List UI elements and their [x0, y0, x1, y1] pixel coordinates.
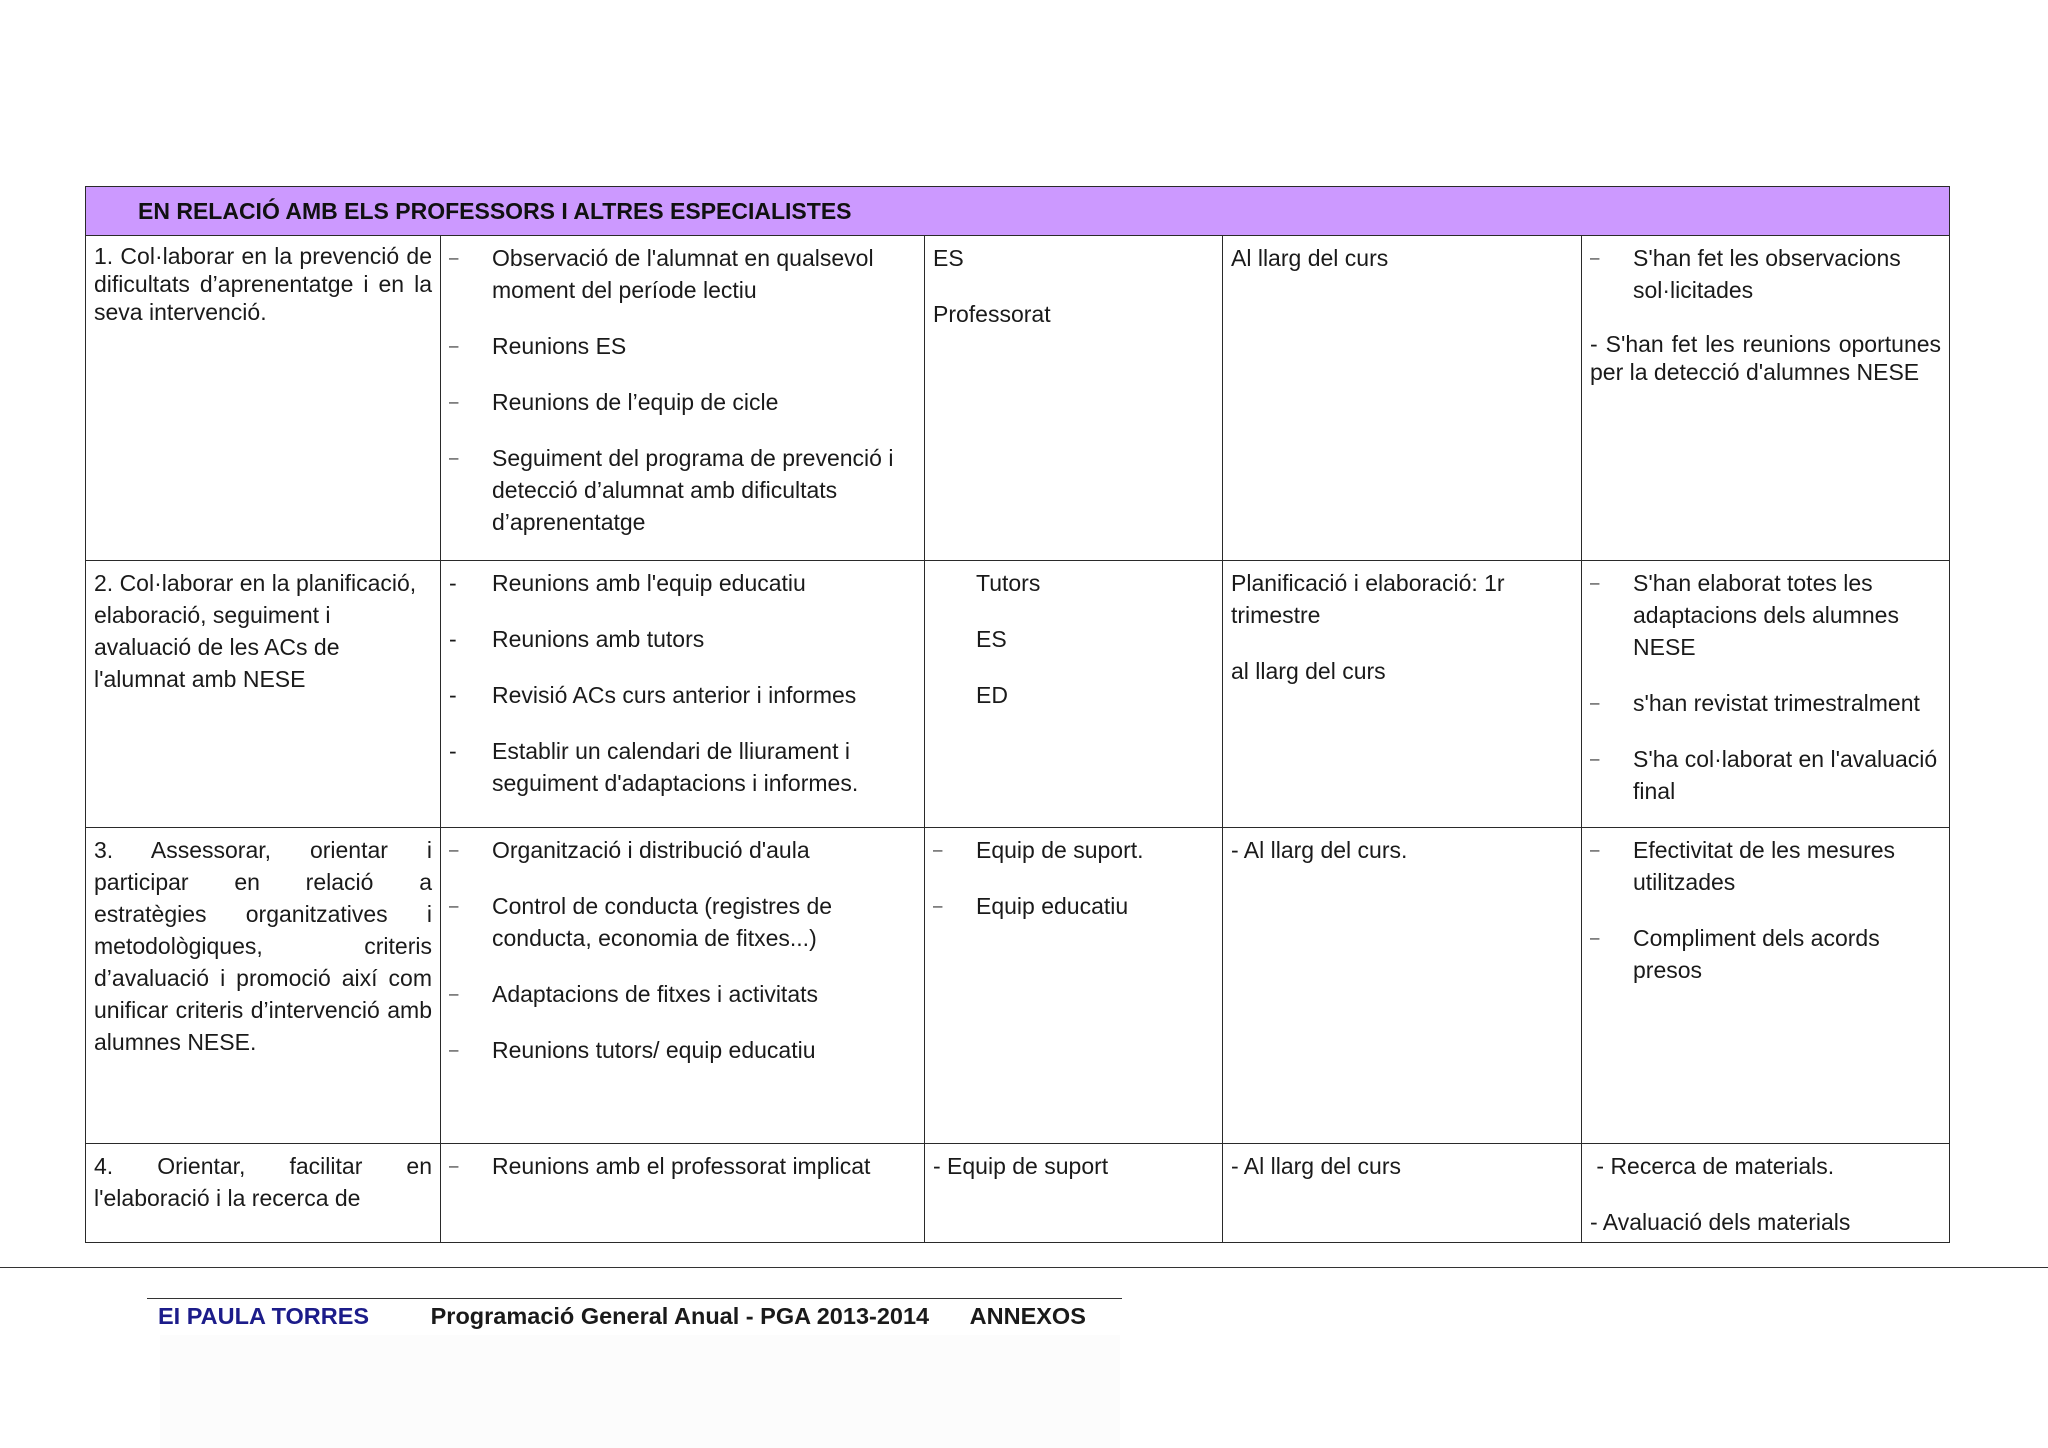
- table-row: [86, 828, 1950, 1144]
- list-item: - Reunions amb l'equip educatiu: [449, 567, 916, 599]
- dash-marker: -: [449, 570, 457, 596]
- timing-cell: [1223, 828, 1582, 1144]
- list-item: – Reunions amb el professorat implicat: [449, 1150, 916, 1182]
- table-row: [86, 561, 1950, 828]
- evaluation-cell: [1582, 828, 1950, 1144]
- footer-background: [160, 1335, 1120, 1448]
- objective-text: 1. Col·laborar en la prevenció de dificultats d’aprenentatge i en la seva intervenció.: [94, 243, 432, 325]
- timing-item: al llarg del curs: [1231, 658, 1386, 684]
- dash-marker: –: [449, 392, 459, 411]
- table-header-row: [86, 187, 1950, 236]
- dash-marker: –: [1590, 840, 1600, 859]
- dash-marker: –: [449, 248, 459, 267]
- evaluation-cell: [1582, 1144, 1950, 1243]
- footer-school-name: EI PAULA TORRES: [158, 1303, 370, 1329]
- evaluation-cell: [1582, 561, 1950, 828]
- dash-marker: –: [1590, 693, 1600, 712]
- objective-text: 2. Col·laborar en la planificació, elaboració, seguiment i avaluació de les ACs de l'alumnat amb NESE: [94, 570, 417, 692]
- responsible-item: Professorat: [933, 301, 1051, 327]
- list-item: – S'han fet les observacions sol·licitades: [1590, 242, 1941, 306]
- list-item: – Control de conducta (registres de conducta, economia de fitxes...): [449, 890, 916, 954]
- objective-cell: [86, 1144, 441, 1243]
- list-item: – S'han elaborat totes les adaptacions dels alumnes NESE: [1590, 567, 1941, 663]
- objective-cell: [86, 236, 441, 561]
- footer-program-title: Programació General Anual - PGA 2013-2014: [430, 1303, 930, 1329]
- list-item: – s'han revistat trimestralment: [1590, 687, 1941, 719]
- activity-table: [85, 186, 1950, 1243]
- list-item: – Reunions de l’equip de cicle: [449, 386, 916, 418]
- list-item: – Equip de suport.: [933, 834, 1214, 866]
- dash-marker: –: [1590, 248, 1600, 267]
- objective-text: 3. Assessorar, orientar i participar en relació a estratègies organitzatives i metodològiques, criteris d’avaluació i promoció així com unificar criteris d’intervenció amb alumnes NESE.: [94, 837, 432, 1055]
- dash-marker: –: [449, 448, 459, 467]
- dash-marker: –: [449, 984, 459, 1003]
- list-item: - Revisió ACs curs anterior i informes: [449, 679, 916, 711]
- list-item: – Compliment dels acords presos: [1590, 922, 1941, 986]
- timing-cell: [1223, 236, 1582, 561]
- responsible-item: ES: [976, 626, 1007, 652]
- responsibles-cell: [925, 1144, 1223, 1243]
- actions-cell: [441, 1144, 925, 1243]
- dash-marker: –: [449, 896, 459, 915]
- timing-item: - Al llarg del curs: [1231, 1153, 1402, 1179]
- list-item: – Adaptacions de fitxes i activitats: [449, 978, 916, 1010]
- table-row: [86, 236, 1950, 561]
- timing-item: Al llarg del curs: [1231, 245, 1389, 271]
- list-item: - Establir un calendari de lliurament i seguiment d'adaptacions i informes.: [449, 735, 916, 799]
- evaluation-item: - Avaluació dels materials: [1590, 1209, 1851, 1235]
- table-row: [86, 1144, 1950, 1243]
- dash-marker: –: [449, 1040, 459, 1059]
- actions-cell: [441, 828, 925, 1144]
- timing-cell: [1223, 1144, 1582, 1243]
- responsible-item: ED: [976, 682, 1008, 708]
- dash-marker: –: [1590, 749, 1600, 768]
- dash-marker: –: [1590, 573, 1600, 592]
- footer-top-border: [147, 1298, 1122, 1299]
- actions-cell: [441, 236, 925, 561]
- list-item: - Reunions amb tutors: [449, 623, 916, 655]
- evaluation-item: - Recerca de materials.: [1590, 1153, 1835, 1179]
- evaluation-text: - S'han fet les reunions oportunes per la detecció d'alumnes NESE: [1590, 331, 1942, 385]
- evaluation-cell: [1582, 236, 1950, 561]
- list-item: – Seguiment del programa de prevenció i detecció d’alumnat amb dificultats d’aprenentatge: [449, 442, 916, 538]
- list-item: – S'ha col·laborat en l'avaluació final: [1590, 743, 1941, 807]
- responsibles-cell: [925, 828, 1223, 1144]
- dash-marker: –: [449, 1156, 459, 1175]
- timing-item: - Al llarg del curs.: [1231, 837, 1408, 863]
- timing-item: Planificació i elaboració: 1r trimestre: [1231, 570, 1505, 628]
- dash-marker: –: [933, 896, 943, 915]
- page-footer: [158, 1300, 1086, 1332]
- objective-cell: [86, 828, 441, 1144]
- objective-text: 4. Orientar, facilitar en l'elaboració i la recerca de: [94, 1153, 432, 1211]
- responsibles-cell: [925, 561, 1223, 828]
- list-item: – Organització i distribució d'aula: [449, 834, 916, 866]
- responsible-item: ES: [933, 245, 964, 271]
- responsible-item: - Equip de suport: [933, 1153, 1109, 1179]
- dash-marker: –: [449, 840, 459, 859]
- list-item: – Observació de l'alumnat en qualsevol moment del període lectiu: [449, 242, 916, 306]
- dash-marker: –: [1590, 928, 1600, 947]
- footer-divider: [0, 1267, 2048, 1268]
- responsible-item: Tutors: [976, 570, 1041, 596]
- list-item: – Reunions tutors/ equip educatiu: [449, 1034, 916, 1066]
- dash-marker: -: [449, 626, 457, 652]
- list-item: – Efectivitat de les mesures utilitzades: [1590, 834, 1941, 898]
- footer-section-label: ANNEXOS: [969, 1303, 1086, 1329]
- list-item: – Reunions ES: [449, 330, 916, 362]
- responsibles-cell: [925, 236, 1223, 561]
- timing-cell: [1223, 561, 1582, 828]
- list-item: – Equip educatiu: [933, 890, 1214, 922]
- objective-cell: [86, 561, 441, 828]
- dash-marker: –: [449, 336, 459, 355]
- section-title: EN RELACIÓ AMB ELS PROFESSORS I ALTRES ESPECIALISTES: [86, 187, 1950, 236]
- dash-marker: -: [449, 682, 457, 708]
- dash-marker: -: [449, 738, 457, 764]
- dash-marker: –: [933, 840, 943, 859]
- actions-cell: [441, 561, 925, 828]
